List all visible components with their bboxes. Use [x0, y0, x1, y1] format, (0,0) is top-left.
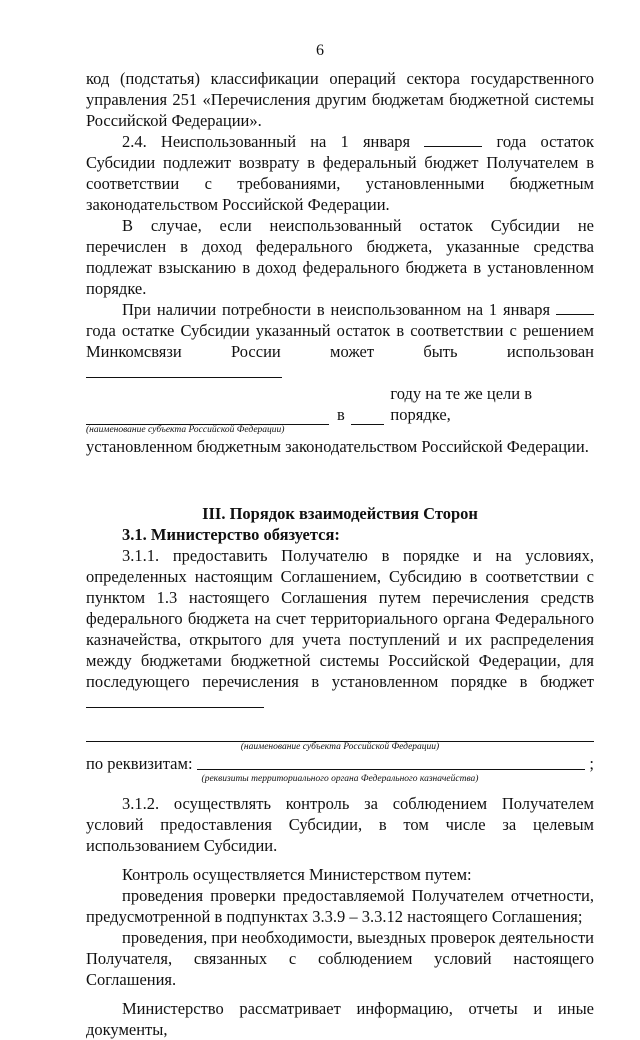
row-subject-year	[86, 383, 594, 425]
paragraph-2-4	[86, 131, 594, 215]
paragraph-control: Контроль осуществляется Министерством путем:	[122, 865, 472, 884]
paragraph-last: Министерство рассматривает информацию, отчеты и иные документы,	[86, 999, 594, 1039]
blank-line-year-3	[351, 410, 385, 425]
blank-line-usage	[86, 363, 282, 378]
document-body	[86, 68, 594, 1040]
blank-line-subject	[86, 410, 329, 425]
requisites-label: по реквизитам:	[86, 754, 193, 773]
blank-line-year-2	[556, 300, 594, 315]
paragraph-check-2: проведения, при необходимости, выездных проверок деятельности Получателя, связанных с соблюдением условий настоящего Соглашения.	[86, 928, 594, 989]
paragraph-need-rest: года остатке Субсидии указанный остаток в соответствии с решением Минкомсвязи России может быть использован	[86, 321, 594, 361]
section-title: III. Порядок взаимодействия Сторон	[202, 504, 478, 523]
year-prefix: в	[337, 405, 345, 424]
blank-line-year	[424, 132, 482, 147]
blank-line-budget	[86, 693, 264, 708]
paragraph-2-4-start: 2.4. Неиспользованный на 1 января	[122, 132, 411, 151]
requisites-row	[86, 753, 594, 774]
paragraph-recovery: В случае, если неиспользованный остаток Субсидии не перечислен в доход федерального бюджета, указанные средства подлежат взысканию в доход федерального бюджета в установленном порядке.	[86, 216, 594, 298]
page-number: 6	[316, 42, 324, 59]
caption-requisites: (реквизиты территориального органа Федерального казначейства)	[201, 774, 479, 784]
caption-subject-name: (наименование субъекта Российской Федерации)	[86, 425, 285, 435]
subsection-3-1-title: 3.1. Министерство обязуется:	[122, 525, 340, 544]
year-rest: году на те же цели в порядке,	[390, 384, 533, 424]
paragraph-2-4-rest: года остаток Субсидии подлежит возврату в федеральный бюджет Получателем в соответствии с требованиями, установленными бюджетным законодательством Российской Федерации.	[86, 132, 595, 214]
blank-line-requisites	[197, 755, 586, 770]
paragraph-3-1-1-text: 3.1.1. предоставить Получателю в порядке и на условиях, определенных настоящим Соглашением, Субсидию в соответствии с пунктом 1.3 настоящего Соглашения путем перечисления средств федерального бюджета на счет территориального органа Федерального казначейства, открытого для учета поступлений и их распределения между бюджетами бюджетной системы Российской Федерации, для последующего перечисления в установленном порядке в бюджет	[86, 546, 594, 691]
paragraph-need	[86, 299, 594, 383]
paragraph-check-1: проведения проверки предоставляемой Получателем отчетности, предусмотренной в подпунктах 3.3.9 – 3.3.12 настоящего Соглашения;	[86, 886, 594, 926]
paragraph-need-start: При наличии потребности в неиспользованном на 1 января	[122, 300, 551, 319]
paragraph-3-1-2: 3.1.2. осуществлять контроль за соблюдением Получателем условий предоставления Субсидии, в том числе за целевым использованием Субсидии.	[86, 794, 594, 855]
blank-line-subject-2	[86, 727, 594, 742]
requisites-end: ;	[589, 754, 594, 773]
caption-subject-name-2: (наименование субъекта Российской Федерации)	[240, 742, 440, 752]
paragraph-classification: код (подстатья) классификации операций сектора государственного управления 251 «Перечисления другим бюджетам бюджетной системы Российской Федерации».	[86, 69, 594, 130]
paragraph-legislation: установленном бюджетным законодательством Российской Федерации.	[86, 437, 589, 456]
paragraph-3-1-1	[86, 545, 594, 713]
